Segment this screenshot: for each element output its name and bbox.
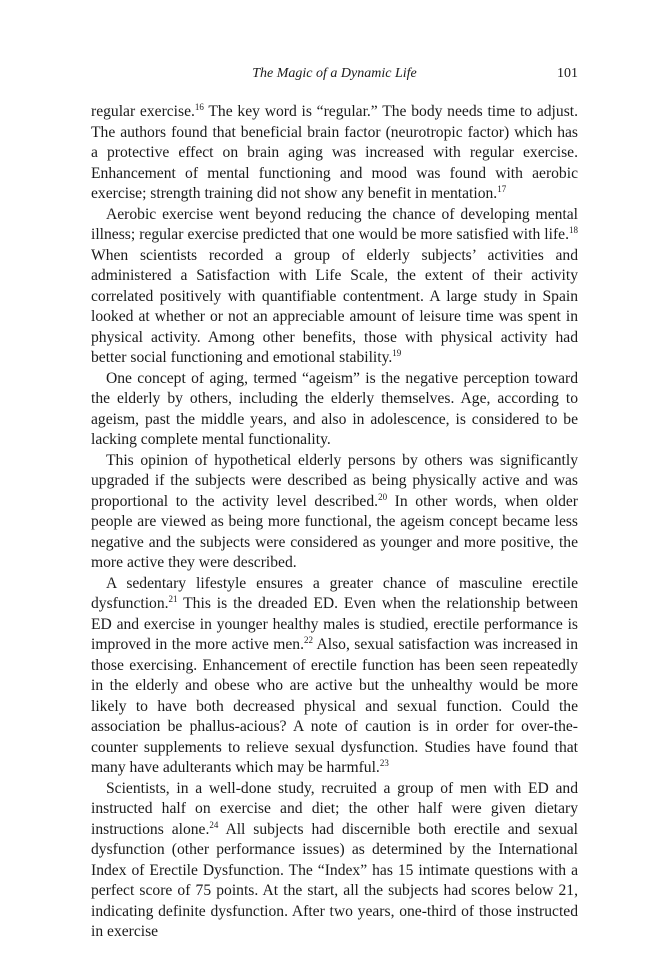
text-run: Aerobic exercise went beyond reducing the chance of developing mental illness; regular exercise predicted that one would be more satisfied with life. — [91, 205, 578, 243]
text-run: This is the dreaded ED. Even when the relationship between ED and exercise in younger healthy males is studied, erectile performance is improved in the more active men. — [91, 595, 578, 653]
footnote-reference: 18 — [569, 224, 578, 235]
text-run: This opinion of hypothetical elderly persons by others was significantly upgraded if the subjects were described as being physically active and was proportional to the activity level described. — [91, 451, 578, 510]
footnote-reference: 21 — [168, 593, 178, 604]
text-run: One concept of aging, termed “ageism” is the negative perception toward the elderly by others, including the elderly themselves. Age, according to ageism, past the middle years, and also in adolescence, is considered to be lacking complete mental functionality. — [91, 369, 578, 448]
paragraph — [91, 369, 578, 451]
paragraph — [91, 574, 578, 779]
footnote-reference: 22 — [303, 634, 313, 645]
text-run: regular exercise. — [91, 103, 195, 120]
footnote-reference: 19 — [392, 347, 402, 358]
footnote-reference: 16 — [194, 101, 204, 112]
text-run: Also, sexual satisfaction was increased in those exercising. Enhancement of erectile function has been seen repeatedly in the elderly and obese who are active but the unhealthy would be more likely to have both decreased physical and sexual function. Could the association be phallus-acious? A note of caution is in order for over-the-counter supplements to relieve sexual dysfunction. Studies have found that many have adulterants which may be harmful. — [91, 636, 578, 776]
text-run: In other words, when older people are viewed as being more functional, the ageism concept became less negative and the subjects were considered as younger and more positive, the more active they were described. — [91, 492, 578, 571]
text-run: Scientists, in a well-done study, recruited a group of men with ED and instructed half on exercise and diet; the other half were given dietary instructions alone. — [91, 779, 578, 838]
footnote-reference: 20 — [378, 491, 388, 502]
footnote-reference: 23 — [379, 757, 389, 768]
text-run: A sedentary lifestyle ensures a greater chance of masculine erectile dysfunction. — [91, 574, 578, 612]
paragraph — [91, 779, 578, 943]
text-run: The key word is “regular.” The body needs time to adjust. The authors found that beneficial brain factor (neurotropic factor) which has a protective effect on brain aging was increased with regular exercise. Enhancement of mental functioning and mood was found with aerobic exercise; strength training did not show any benefit in mentation. — [91, 103, 578, 202]
book-page — [91, 66, 578, 943]
footnote-reference: 24 — [209, 819, 219, 830]
paragraph — [91, 451, 578, 574]
text-run: When scientists recorded a group of elderly subjects’ activities and administered a Satisfaction with Life Scale, the extent of their activity correlated positively with quantifiable contentment. A large study in Spain looked at whether or not an appreciable amount of leisure time was spent in physical activity. Among other benefits, those with physical activity had better social functioning and emotional stability. — [91, 246, 578, 366]
paragraph — [91, 102, 578, 205]
running-head — [91, 66, 578, 88]
page-number: 101 — [557, 66, 578, 81]
running-title: The Magic of a Dynamic Life — [252, 66, 417, 81]
body-text — [91, 102, 578, 943]
footnote-reference: 17 — [497, 183, 507, 194]
text-run: All subjects had discernible both erectile and sexual dysfunction (other performance issues) as determined by the International Index of Erectile Dysfunction. The “Index” has 15 intimate questions with a perfect score of 75 points. At the start, all the subjects had scores below 21, indicating definite dysfunction. After two years, one-third of those instructed in exercise — [91, 820, 578, 940]
paragraph — [91, 205, 578, 369]
